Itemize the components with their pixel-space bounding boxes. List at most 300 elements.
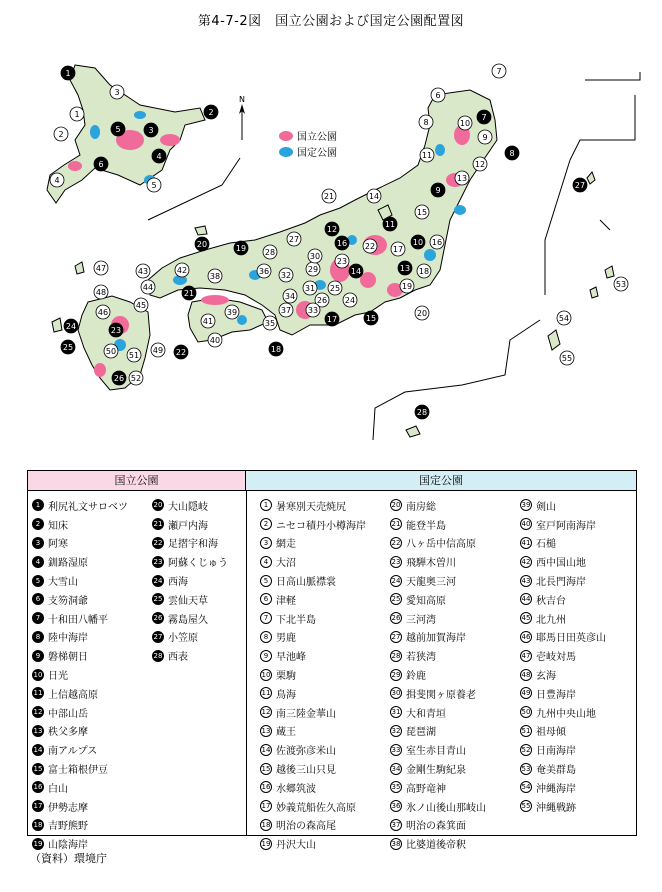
national-column-1 (32, 496, 128, 853)
park-list-item (390, 759, 486, 778)
park-number-badge: 23 (391, 557, 401, 566)
park-list-item (390, 740, 486, 759)
park-list-item (32, 816, 128, 835)
okinawa-inset-line (373, 320, 540, 440)
park-number-badge: 14 (33, 745, 43, 754)
park-number-badge: 6 (32, 593, 44, 605)
park-number-badge: 48 (521, 670, 531, 679)
park-name: 阿蘇くじゅう (168, 558, 228, 570)
park-number-badge: 28 (153, 651, 163, 660)
park-name: 西中国山地 (536, 558, 586, 570)
park-number-badge: 38 (391, 839, 401, 848)
park-number-badge: 18 (33, 820, 43, 829)
park-number-badge: 19 (33, 839, 43, 848)
national-park-marker (144, 123, 158, 137)
park-list-item (520, 722, 606, 741)
park-name: 壱岐対馬 (536, 652, 576, 664)
park-number-badge: 3 (32, 537, 44, 549)
park-name: 三河湾 (406, 614, 436, 626)
park-name: 西海 (168, 577, 188, 589)
park-name: 越前加賀海岸 (406, 633, 466, 645)
park-name: 秋吉台 (536, 595, 566, 607)
park-list-item (260, 534, 366, 553)
park-number-badge: 13 (261, 726, 271, 735)
quasi-park-marker (306, 262, 320, 276)
park-number-badge: 53 (521, 764, 531, 773)
park-name: 男鹿 (276, 633, 296, 645)
svg-text:12: 12 (474, 160, 486, 169)
svg-text:28: 28 (264, 248, 276, 257)
park-name: 西表 (168, 652, 188, 664)
national-park-marker (383, 217, 397, 231)
park-list-item (390, 646, 486, 665)
park-number-badge: 5 (260, 575, 272, 587)
park-number-badge: 19 (261, 839, 271, 848)
park-name: 北長門海岸 (536, 577, 586, 589)
svg-text:5: 5 (151, 181, 157, 190)
park-number-badge: 11 (261, 689, 271, 698)
national-park-marker (112, 371, 126, 385)
national-park-marker (64, 319, 78, 333)
quasi-park-marker (335, 254, 349, 268)
park-number-badge: 32 (391, 726, 401, 735)
park-name: 能登半島 (406, 520, 446, 532)
park-list-item (520, 797, 606, 816)
quasi-park-marker (104, 344, 118, 358)
svg-text:22: 22 (175, 348, 187, 357)
quasi-park-marker (208, 333, 222, 347)
park-name: 栗駒 (276, 671, 296, 683)
svg-text:15: 15 (365, 314, 377, 323)
park-number-badge: 34 (391, 764, 401, 773)
park-number-badge: 41 (521, 538, 531, 547)
quasi-park-marker (50, 173, 64, 187)
park-number-badge: 23 (153, 557, 163, 566)
quasi-legend-swatch (279, 147, 293, 157)
svg-text:24: 24 (344, 296, 356, 305)
park-list-item (390, 609, 486, 628)
national-park-marker (431, 183, 445, 197)
map-legend (279, 131, 337, 159)
svg-text:5: 5 (115, 125, 121, 134)
park-list-table (27, 470, 637, 852)
park-number-badge: 50 (521, 708, 531, 717)
svg-text:2: 2 (58, 130, 64, 139)
quasi-park-marker (417, 264, 431, 278)
svg-text:11: 11 (384, 220, 396, 229)
park-list-item (260, 628, 366, 647)
park-list-item (32, 552, 128, 571)
park-name: 金剛生駒紀泉 (406, 765, 466, 777)
quasi-park-marker (141, 280, 155, 294)
park-number-badge: 24 (391, 576, 401, 585)
national-legend-label: 国立公園 (297, 132, 337, 143)
park-number-badge: 2 (260, 518, 272, 530)
svg-text:40: 40 (209, 336, 221, 345)
svg-text:4: 4 (54, 176, 60, 185)
quasi-park-marker (492, 64, 506, 78)
park-name: 明治の森高尾 (276, 821, 336, 833)
park-name: 吉野熊野 (48, 821, 88, 833)
svg-text:8: 8 (509, 149, 515, 158)
north-arrow (239, 95, 245, 140)
park-name: 日豊海岸 (536, 689, 576, 701)
park-number-badge: 37 (391, 820, 401, 829)
park-name: 暑寒別天売焼尻 (276, 501, 346, 513)
park-name: 南三陸金華山 (276, 708, 336, 720)
park-name: 中部山岳 (48, 708, 88, 720)
park-list-item (32, 609, 128, 628)
park-name: 揖斐関ヶ原養老 (406, 689, 476, 701)
park-list-item (390, 571, 486, 590)
park-number-badge: 55 (521, 802, 531, 811)
park-list-item (260, 552, 366, 571)
park-list-item (32, 665, 128, 684)
park-number-badge: 15 (33, 764, 43, 773)
park-list-item (32, 797, 128, 816)
park-number-badge: 15 (261, 764, 271, 773)
national-park-marker (94, 157, 108, 171)
park-name: 明治の森箕面 (406, 821, 466, 833)
park-number-badge: 17 (33, 802, 43, 811)
park-list-item (32, 740, 128, 759)
park-name: 石槌 (536, 539, 556, 551)
svg-text:14: 14 (350, 267, 362, 276)
svg-text:15: 15 (416, 208, 428, 217)
quasi-park-marker (478, 130, 492, 144)
park-name: 高野竜神 (406, 783, 446, 795)
park-name: 日高山脈襟裳 (276, 577, 336, 589)
svg-text:8: 8 (423, 118, 429, 127)
park-list-item (520, 534, 606, 553)
japan-map (0, 40, 662, 460)
park-number-badge: 31 (391, 708, 401, 717)
park-list-item (260, 515, 366, 534)
park-number-badge: 7 (32, 612, 44, 624)
national-park-marker (573, 178, 587, 192)
park-number-badge: 10 (261, 670, 271, 679)
svg-text:19: 19 (401, 282, 413, 291)
park-name: 妙義荒船佐久高原 (276, 802, 356, 814)
park-list-item (390, 552, 486, 571)
park-list-item (152, 646, 228, 665)
park-name: 玄海 (536, 671, 556, 683)
park-name: 蔵王 (276, 727, 296, 739)
national-park-marker (411, 235, 425, 249)
svg-text:13: 13 (456, 174, 468, 183)
park-number-badge: 8 (260, 631, 272, 643)
park-list-item (390, 684, 486, 703)
national-park-marker (152, 149, 166, 163)
quasi-park-marker (328, 281, 342, 295)
park-list-item (152, 515, 228, 534)
national-park-marker (477, 110, 491, 124)
national-park-marker (195, 237, 209, 251)
park-list-item (260, 797, 366, 816)
park-list-item (520, 496, 606, 515)
park-number-badge: 52 (521, 745, 531, 754)
park-name: 上信越高原 (48, 689, 98, 701)
park-list-item (32, 646, 128, 665)
park-name: 室戸阿南海岸 (536, 520, 596, 532)
park-list-item (260, 740, 366, 759)
park-number-badge: 27 (391, 632, 401, 641)
svg-text:12: 12 (326, 225, 338, 234)
svg-text:21: 21 (183, 289, 195, 298)
park-name: 津軽 (276, 595, 296, 607)
svg-text:1: 1 (65, 69, 71, 78)
park-list-item (520, 778, 606, 797)
svg-text:18: 18 (418, 267, 430, 276)
park-list-item (390, 628, 486, 647)
national-park-marker (364, 311, 378, 325)
park-number-badge: 43 (521, 576, 531, 585)
park-number-badge: 2 (32, 518, 44, 530)
park-list-item (520, 609, 606, 628)
svg-text:9: 9 (482, 133, 488, 142)
svg-text:41: 41 (202, 317, 214, 326)
quasi-park-marker (419, 115, 433, 129)
svg-text:2: 2 (208, 108, 214, 117)
svg-text:18: 18 (270, 345, 282, 354)
park-list-item (152, 609, 228, 628)
park-name: 飛騨木曽川 (406, 558, 456, 570)
park-list-item (32, 496, 128, 515)
park-number-badge: 20 (391, 501, 401, 510)
park-number-badge: 4 (32, 556, 44, 568)
svg-text:16: 16 (336, 239, 348, 248)
quasi-park-marker (134, 298, 148, 312)
park-list-item (152, 571, 228, 590)
quasi-park-marker (391, 242, 405, 256)
svg-text:49: 49 (152, 346, 164, 355)
svg-text:26: 26 (316, 296, 328, 305)
park-name: 早池峰 (276, 652, 306, 664)
table-divider (246, 491, 247, 835)
park-list-item (260, 665, 366, 684)
park-list-item (390, 703, 486, 722)
park-number-badge: 45 (521, 614, 531, 623)
svg-text:21: 21 (323, 192, 335, 201)
quasi-park-marker (201, 314, 215, 328)
park-list-item (32, 515, 128, 534)
svg-text:27: 27 (288, 235, 300, 244)
park-name: 大雪山 (48, 577, 78, 589)
park-list-item (152, 534, 228, 553)
park-name: 丹沢大山 (276, 840, 316, 852)
park-name: 室生赤目青山 (406, 746, 466, 758)
park-number-badge: 28 (391, 651, 401, 660)
right-edge-line (585, 72, 640, 80)
svg-text:10: 10 (459, 119, 471, 128)
park-name: 雲仙天草 (168, 595, 208, 607)
quasi-park-marker (70, 107, 84, 121)
park-number-badge: 21 (153, 520, 163, 529)
park-list-item (390, 534, 486, 553)
park-number-badge: 30 (391, 689, 401, 698)
quasi-park-marker (225, 305, 239, 319)
park-name: 比婆道後帝釈 (406, 840, 466, 852)
park-number-badge: 14 (261, 745, 271, 754)
park-list-item (390, 797, 486, 816)
park-name: 天龍奥三河 (406, 577, 456, 589)
svg-text:28: 28 (416, 408, 428, 417)
shikoku-land (188, 298, 268, 342)
park-list-item (390, 778, 486, 797)
svg-text:13: 13 (399, 264, 411, 273)
park-list-item (390, 665, 486, 684)
national-legend-swatch (279, 131, 293, 141)
park-number-badge: 10 (33, 670, 43, 679)
park-number-badge: 46 (521, 632, 531, 641)
quasi-park-marker (283, 289, 297, 303)
park-name: ニセコ積丹小樽海岸 (276, 520, 366, 532)
quasi-park-marker (614, 277, 628, 291)
park-list-item (32, 590, 128, 609)
park-name: 沖縄戦跡 (536, 802, 576, 814)
park-number-badge: 24 (153, 576, 163, 585)
quasi-park-marker (94, 285, 108, 299)
svg-text:47: 47 (95, 264, 107, 273)
svg-text:30: 30 (309, 252, 321, 261)
park-name: 陸中海岸 (48, 633, 88, 645)
park-name: 大沼 (276, 558, 296, 570)
park-list-item (390, 590, 486, 609)
svg-text:17: 17 (326, 315, 338, 324)
oki-island (195, 226, 207, 235)
svg-text:7: 7 (496, 67, 502, 76)
park-name: 愛知高原 (406, 595, 446, 607)
park-number-badge: 51 (521, 726, 531, 735)
svg-text:53: 53 (615, 280, 627, 289)
park-name: 奄美群島 (536, 765, 576, 777)
park-list-item (520, 646, 606, 665)
park-number-badge: 47 (521, 651, 531, 660)
quasi-park-marker (151, 343, 165, 357)
park-list-item (520, 703, 606, 722)
svg-text:50: 50 (105, 347, 117, 356)
svg-text:55: 55 (561, 354, 573, 363)
quasi-park-marker (303, 281, 317, 295)
park-list-item (390, 496, 486, 515)
national-park-marker (204, 105, 218, 119)
svg-text:42: 42 (176, 266, 188, 275)
park-number-badge: 20 (153, 501, 163, 510)
quasi-legend-label: 国定公園 (297, 148, 337, 159)
park-number-badge: 9 (32, 650, 44, 662)
park-number-badge: 22 (153, 538, 163, 547)
park-list-item (260, 684, 366, 703)
svg-text:37: 37 (280, 306, 292, 315)
quasi-park-marker (263, 245, 277, 259)
svg-text:45: 45 (135, 301, 147, 310)
park-list-item (32, 759, 128, 778)
svg-text:36: 36 (258, 267, 270, 276)
park-list-item (520, 590, 606, 609)
park-name: 南房総 (406, 501, 436, 513)
national-column-2 (152, 496, 228, 665)
national-park-marker (415, 405, 429, 419)
iriomote-island (406, 426, 420, 437)
park-name: 日南海岸 (536, 746, 576, 758)
park-list-item (260, 590, 366, 609)
quasi-park-marker (279, 303, 293, 317)
park-name: 利尻礼文サロベツ (48, 501, 128, 513)
park-number-badge: 42 (521, 557, 531, 566)
quasi-park-marker (129, 371, 143, 385)
park-list-item (520, 665, 606, 684)
park-list-item (260, 834, 366, 853)
park-list-item (260, 759, 366, 778)
park-name: 霧島屋久 (168, 614, 208, 626)
park-number-badge: 3 (260, 537, 272, 549)
svg-text:4: 4 (156, 152, 162, 161)
park-number-badge: 33 (391, 745, 401, 754)
park-name: 足摺宇和海 (168, 539, 218, 551)
quasi-column-1 (260, 496, 366, 853)
national-park-marker (349, 264, 363, 278)
park-number-badge: 1 (32, 499, 44, 511)
svg-text:20: 20 (416, 309, 428, 318)
park-list-item (32, 778, 128, 797)
quasi-park-marker (263, 316, 277, 330)
park-number-badge: 36 (391, 802, 401, 811)
iki-tsushima-island (75, 262, 84, 274)
park-number-badge: 1 (260, 499, 272, 511)
quasi-park-marker (430, 235, 444, 249)
svg-text:38: 38 (209, 272, 221, 281)
park-list-item (520, 740, 606, 759)
svg-text:3: 3 (148, 126, 154, 135)
national-park-marker (325, 222, 339, 236)
park-name: 伊勢志摩 (48, 802, 88, 814)
park-name: 十和田八幡平 (48, 614, 108, 626)
svg-text:31: 31 (304, 284, 316, 293)
park-name: 知床 (48, 520, 68, 532)
park-number-badge: 39 (521, 501, 531, 510)
ogasawara-inset-line (545, 95, 635, 295)
park-name: 耶馬日田英彦山 (536, 633, 606, 645)
park-list-item (520, 759, 606, 778)
quasi-park-marker (458, 116, 472, 130)
svg-text:46: 46 (97, 308, 109, 317)
figure-title: 第4-7-2図 国立公園および国定公園配置図 (197, 14, 465, 29)
svg-text:34: 34 (284, 292, 296, 301)
amami-islands (590, 266, 614, 298)
park-number-badge: 18 (261, 820, 271, 829)
national-park-marker (182, 286, 196, 300)
svg-text:17: 17 (392, 245, 404, 254)
park-list-item (152, 552, 228, 571)
quasi-park-marker (94, 261, 108, 275)
national-park-marker (505, 146, 519, 160)
national-park-marker (109, 323, 123, 337)
park-list-item (390, 722, 486, 741)
park-list-item (32, 684, 128, 703)
quasi-park-marker (287, 232, 301, 246)
svg-text:51: 51 (128, 351, 140, 360)
park-name: 大山隠岐 (168, 501, 208, 513)
quasi-park-marker (455, 171, 469, 185)
goto-islands (52, 318, 62, 332)
ogasawara-islands (587, 172, 595, 184)
park-number-badge: 25 (153, 595, 163, 604)
quasi-park-marker (431, 88, 445, 102)
park-name: 白山 (48, 783, 68, 795)
park-list-item (32, 628, 128, 647)
park-number-badge: 16 (33, 783, 43, 792)
svg-text:9: 9 (435, 186, 441, 195)
